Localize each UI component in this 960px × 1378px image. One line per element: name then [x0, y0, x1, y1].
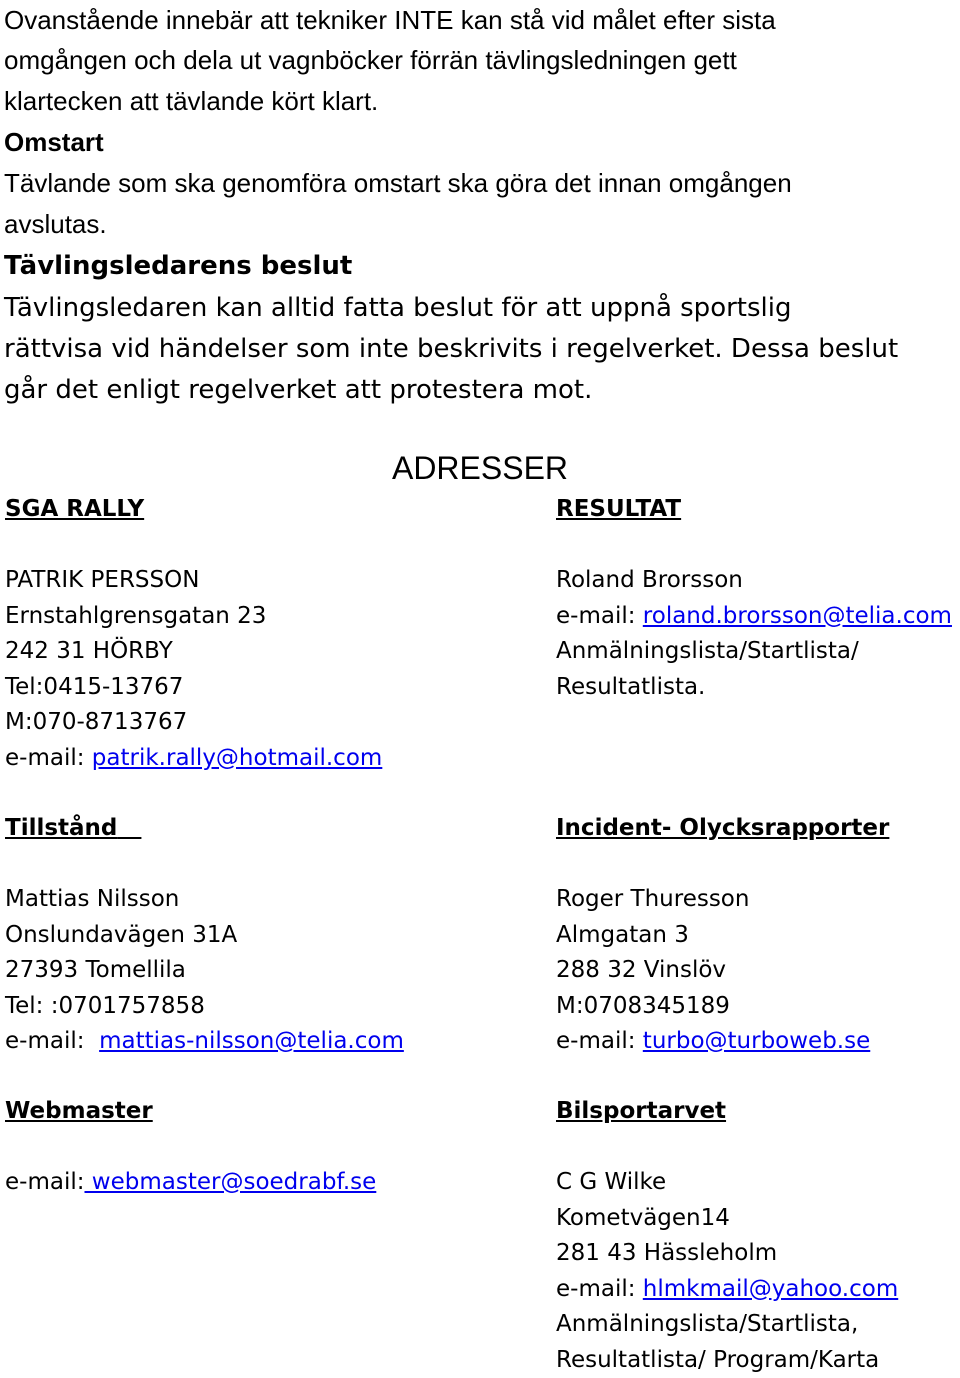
- incident-block: [556, 811, 889, 1060]
- bilsportarvet-city: 281 43 Hässleholm: [556, 1240, 778, 1266]
- bilsportarvet-line-5: Anmälningslista/Startlista,: [556, 1311, 859, 1337]
- sga-heading: SGA RALLY: [5, 496, 145, 522]
- incident-city: 288 32 Vinslöv: [556, 957, 727, 983]
- sga-mobile: M:070-8713767: [5, 709, 188, 735]
- resultat-line-4: Resultatlista.: [556, 673, 706, 700]
- bilsportarvet-email-label: e-mail:: [556, 1275, 643, 1302]
- omstart-heading: Omstart: [4, 127, 104, 157]
- resultat-line-3: Anmälningslista/Startlista/: [556, 638, 859, 664]
- sga-name: PATRIK PERSSON: [5, 567, 200, 593]
- tillstand-city: 27393 Tomellila: [5, 957, 186, 983]
- resultat-name: Roland Brorsson: [556, 567, 743, 593]
- incident-street: Almgatan 3: [556, 921, 689, 948]
- omstart-line-1: Tävlande som ska genomföra omstart ska göra det innan omgången: [4, 168, 792, 198]
- sga-block: [5, 492, 382, 776]
- tillstand-block: [5, 811, 404, 1060]
- incident-name: Roger Thuresson: [556, 886, 750, 912]
- sga-street: Ernstahlgrensgatan 23: [5, 602, 267, 629]
- webmaster-block: [5, 1094, 376, 1201]
- intro-line-1: Ovanstående innebär att tekniker INTE kan stå vid målet efter sista: [4, 5, 776, 35]
- incident-mobile: M:0708345189: [556, 992, 730, 1019]
- tillstand-heading: Tillstånd: [5, 815, 118, 841]
- beslut-line-2: rättvisa vid händelser som inte beskrivits i regelverket. Dessa beslut: [4, 334, 899, 364]
- bilsportarvet-line-6: Resultatlista/ Program/Karta: [556, 1346, 880, 1373]
- webmaster-heading: Webmaster: [5, 1098, 153, 1124]
- tillstand-email-label: e-mail:: [5, 1028, 92, 1054]
- bilsportarvet-block: [556, 1094, 898, 1378]
- sga-city: 242 31 HÖRBY: [5, 638, 173, 664]
- beslut-heading: Tävlingsledarens beslut: [4, 251, 353, 281]
- incident-email-label: e-mail:: [556, 1028, 643, 1054]
- resultat-email-label: e-mail:: [556, 602, 643, 629]
- sga-tel: Tel:0415-13767: [5, 673, 184, 700]
- bilsportarvet-heading: Bilsportarvet: [556, 1098, 727, 1124]
- beslut-line-3: går det enligt regelverket att protestera mot.: [4, 375, 593, 405]
- tillstand-street: Onslundavägen 31A: [5, 921, 238, 948]
- adresser-title: ADRESSER: [391, 450, 569, 486]
- sga-email-link[interactable]: patrik.rally@hotmail.com: [91, 744, 383, 771]
- tillstand-name: Mattias Nilsson: [5, 886, 180, 912]
- resultat-block: [556, 492, 952, 705]
- incident-email-link[interactable]: turbo@turboweb.se: [642, 1028, 871, 1054]
- tillstand-email-link[interactable]: mattias-nilsson@telia.com: [99, 1028, 404, 1054]
- intro-line-3: klartecken att tävlande kört klart.: [4, 86, 379, 116]
- webmaster-email-label: e-mail:: [5, 1169, 85, 1195]
- incident-heading: Incident- Olycksrapporter: [556, 815, 890, 841]
- resultat-email-link[interactable]: roland.brorsson@telia.com: [642, 602, 952, 629]
- resultat-heading: RESULTAT: [556, 496, 682, 522]
- tillstand-tel: Tel: :0701757858: [5, 992, 205, 1019]
- beslut-line-1: Tävlingsledaren kan alltid fatta beslut för att uppnå sportslig: [4, 293, 792, 323]
- intro-line-2: omgången och dela ut vagnböcker förrän tävlingsledningen gett: [4, 45, 737, 75]
- omstart-line-2: avslutas.: [4, 209, 107, 239]
- bilsportarvet-name: C G Wilke: [556, 1169, 667, 1195]
- webmaster-email-link[interactable]: webmaster@soedrabf.se: [84, 1169, 377, 1195]
- bilsportarvet-email-link[interactable]: hlmkmail@yahoo.com: [642, 1275, 899, 1302]
- sga-email-label: e-mail:: [5, 744, 92, 771]
- bilsportarvet-street: Kometvägen14: [556, 1204, 730, 1231]
